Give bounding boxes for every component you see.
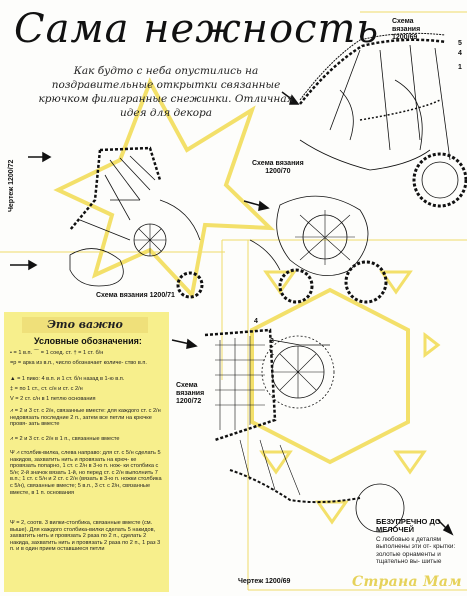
page-title: Сама нежность — [14, 6, 380, 52]
legend-item: Ψ ⩘ столбик-вилка, слева направо: для ст. с 5/н сделать 5 накидов, захватить нить и провязать на крюч- ке провязать попарно, 1 ст. с 2/н в 3-ю п. нож- ки столбика с 5/н; 2-й значок вязать 1-й, но перед ст. с 2/н выполнить 7 в.п.; 1 ст. с 5/н и 2 ст. с 2/н (вязать в 3-ю п. ножки столбика с 5/н), связанные вместе; 5 в.п., 3 ст. с 2/н, связанные вместе, в 1 п. основания — [10, 450, 162, 496]
legend-item: ⩘ = 2 и 3 ст. с 2/н в 1 п., связанные вместе — [10, 436, 120, 442]
legend-subheader: Условные обозначения: — [34, 336, 142, 346]
scheme-label-mid: Схема вязания 1200/70 — [252, 160, 304, 175]
row-number: 5 — [458, 40, 462, 47]
legend-item: ⩘ = 2 и 3 ст. с 2/н, связанные вместе: для каждого ст. с 2/н недовязать последние 2 п., затем все петли на крючке провя- зать вместе — [10, 408, 161, 428]
scheme-label-bottom-left: Схема вязания 1200/71 — [96, 292, 175, 299]
legend-item: ‡ = по 1 ст., ст. с/н и ст. с 2/н — [10, 386, 83, 392]
legend-item: ▲ = 1 пико: 4 в.п. и 1 ст. б/н назад в 1-ю в.п. — [10, 376, 125, 382]
row-number: 1 — [458, 64, 462, 71]
legend-item: =р = арка из в.п., число обозначает количе- ство в.п. — [10, 360, 147, 366]
legend-header: Это важно — [22, 317, 148, 333]
legend-box — [4, 312, 169, 592]
chart-label-bottom: Чертеж 1200/69 — [238, 578, 291, 585]
row-number: 4 — [458, 50, 462, 57]
triangle-shape — [396, 452, 424, 472]
watermark-logo: Страна Мам — [352, 574, 462, 590]
scheme-label-left-mid: Схема вязания 1200/72 — [176, 382, 205, 405]
row-number: 4 — [254, 318, 258, 325]
triangle-shape — [318, 502, 346, 522]
row-number: 3 — [270, 338, 274, 345]
page-subtitle: Как будто с неба опустились на поздравительные открытки связанные крючком филигранные снежинки. Отличная идея для декора — [38, 65, 294, 119]
legend-item: • = 1 в.п. ⌒ = 1 соед. ст. † = 1 ст. б/н — [10, 350, 104, 356]
hexagon-outline — [252, 290, 408, 462]
side-note-body: С любовью к деталям выполнены эти от- крытки: золотые орнаменты и тщательно вы- шитые — [376, 536, 456, 566]
side-note-heading: БЕЗУПРЕЧНО ДО МЕЛОЧЕЙ — [376, 517, 441, 534]
scheme-label-top-right: Схема вязания 1200/69 — [392, 18, 421, 41]
triangle-shape — [262, 452, 290, 472]
triangle-shape — [425, 335, 438, 355]
legend-item: V = 2 ст. с/н в 1 петлю основания — [10, 396, 96, 402]
row-number: 1 — [270, 350, 274, 357]
chart-label-vertical: Чертеж 1200/72 — [8, 159, 15, 212]
side-note — [376, 518, 464, 566]
legend-item: Ψ = 2, соотв. 3 вилки-столбика, связанные вместе (см. выше). Для каждого столбика-вилки сделать 5 накидов, захватить нить и провязать 2 раза по 2 п., сделать 2 накида, захватить нить и провязать 2 раза по 2 п., 1 раз 3 п. и в один прием оставшиеся петли — [10, 520, 161, 553]
